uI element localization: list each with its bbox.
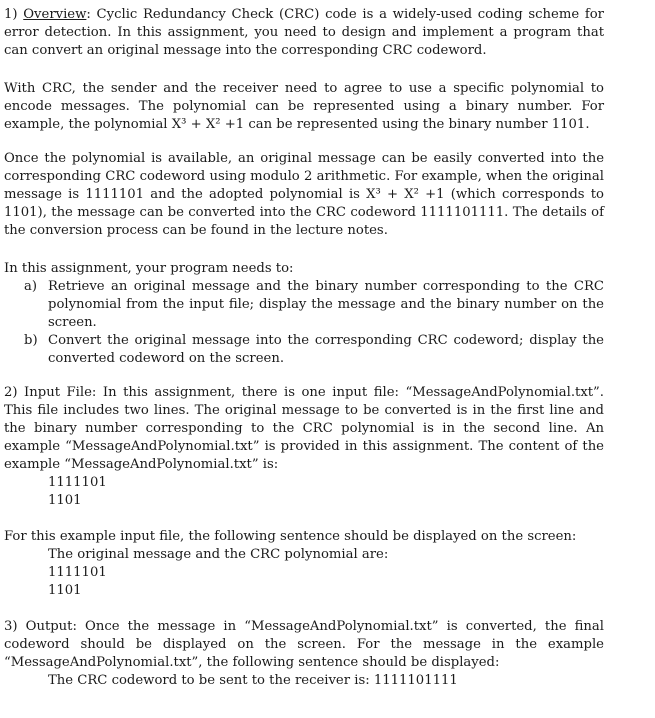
output-paragraph: 3) Output: Once the message in “MessageAndPolynomial.txt” is converted, the final codeword should be displayed on the screen. For the message in the example “MessageAndPolynomial.txt”, the following sentence should be displayed: (4, 619, 604, 670)
polynomial-paragraph: With CRC, the sender and the receiver need to agree to use a specific polynomial to encode messages. The polynomial can be represented using a binary number. For example, the polynomial X³ + X² +1 can be represented using the binary number 1101. (4, 81, 604, 132)
task-marker: b) (24, 333, 38, 348)
section1-prefix: 1) (4, 7, 24, 22)
example-output-content (48, 546, 388, 600)
task-item (24, 332, 604, 368)
conversion-paragraph: Once the polynomial is available, an original message can be easily converted into the corresponding CRC codeword using modulo 2 arithmetic. For example, when the original message is 1111101 and the adopted polynomial is X³ + X² +1 (which corresponds to 1101), the message can be converted into the CRC codeword 1111101111. The details of the conversion process can be found in the lecture notes. (4, 151, 604, 238)
example-output-line: The original message and the CRC polynomial are: (48, 547, 389, 562)
task-marker: a) (24, 279, 38, 294)
example-output-message: 1111101 (48, 565, 107, 580)
input-file-paragraph: 2) Input File: In this assignment, there is one input file: “MessageAndPolynomial.txt”. This file includes two lines. The original message to be converted is in the first line and the binary number corresponding to the CRC polynomial is in the second line. An example “MessageAndPolynomial.txt” is provided in this assignment. The content of the example “MessageAndPolynomial.txt” is: (4, 385, 604, 472)
input-file-content (48, 474, 107, 510)
task-item (24, 278, 604, 332)
overview-heading: Overview (23, 7, 87, 22)
input-line-message: 1111101 (48, 475, 107, 490)
overview-paragraph (4, 6, 604, 60)
tasks-intro: In this assignment, your program needs to: (4, 261, 294, 276)
overview-text: : Cyclic Redundancy Check (CRC) code is a widely-used coding scheme for error detection. In this assignment, you need to design and implement a program that can convert an original message into the corresponding CRC codeword. (4, 7, 604, 58)
example-output-polynomial: 1101 (48, 583, 82, 598)
output-result (48, 672, 458, 690)
task-text: Retrieve an original message and the binary number corresponding to the CRC polynomial from the input file; display the message and the binary number on the screen. (48, 279, 604, 330)
task-text: Convert the original message into the corresponding CRC codeword; display the converted codeword on the screen. (48, 333, 604, 366)
output-result-line: The CRC codeword to be sent to the receiver is: 1111101111 (48, 673, 458, 688)
task-list (24, 278, 604, 368)
example-output-intro: For this example input file, the following sentence should be displayed on the screen: (4, 529, 577, 544)
input-line-polynomial: 1101 (48, 493, 82, 508)
